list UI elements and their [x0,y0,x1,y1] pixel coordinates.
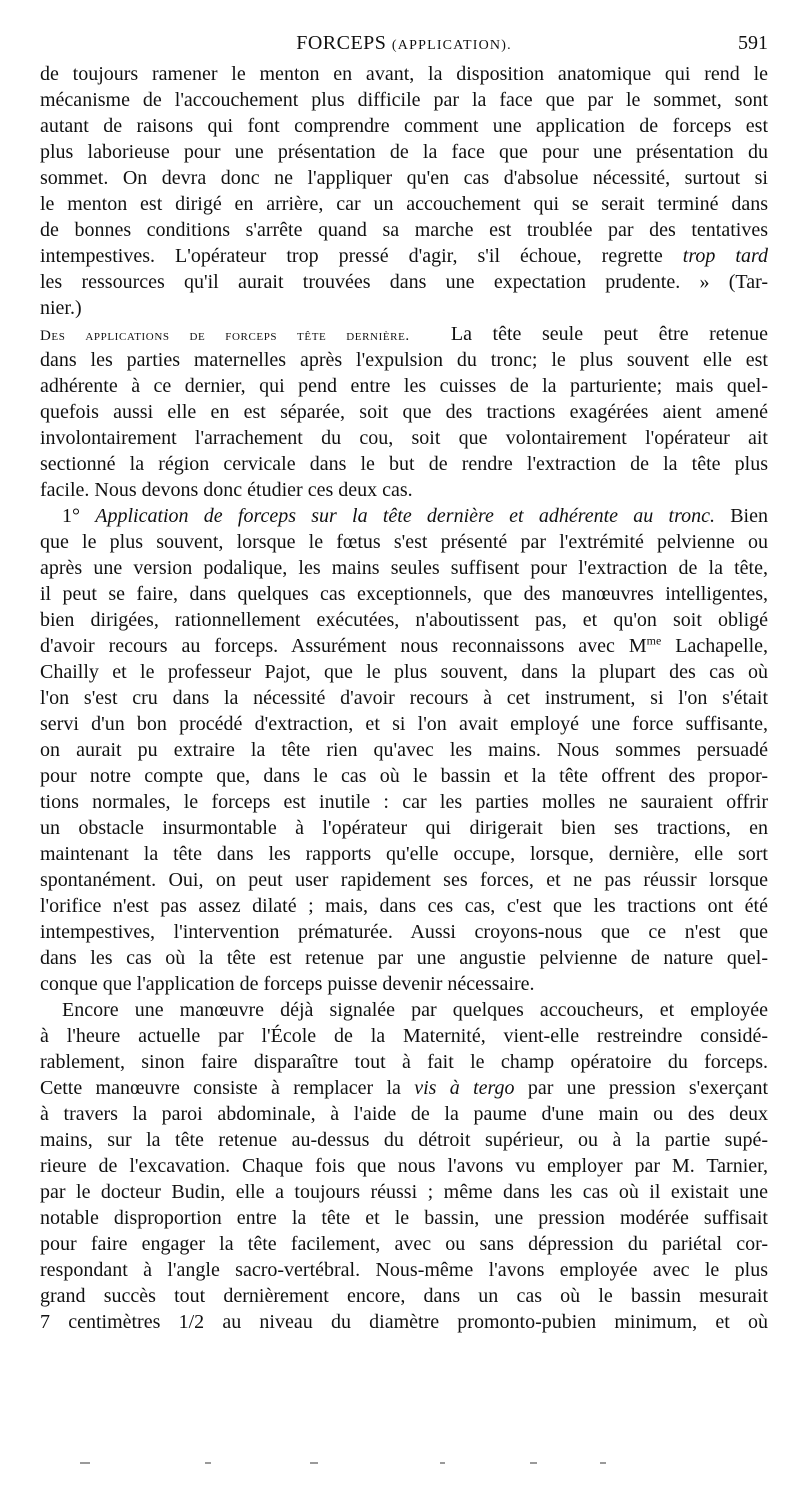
text-line: le menton est dirigé en arrière, car un accouchement qui se serait terminé dans [40,193,768,215]
page-number: 591 [738,32,768,54]
text-line: nier.) [40,297,82,319]
text-line: il peut se faire, dans quelques cas exceptionnels, que des manœuvres intelligentes, [40,583,768,605]
text-line [40,1075,768,1101]
text-line: Chailly et le professeur Pajot, que le plus souvent, dans la plupart des cas où [40,661,768,683]
running-title [40,30,768,59]
text-line [40,503,768,529]
text-line: que le plus souvent, lorsque le fœtus s'est présenté par l'extrémité pelvienne ou [40,531,768,553]
speck [310,1462,318,1464]
text-line: servi d'un bon procédé d'extraction, et si l'on avait employé une force suffisante, [40,713,768,735]
text-line: sommet. On devra donc ne l'appliquer qu'en cas d'absolue nécessité, surtout si [40,167,768,189]
text-line: rablement, sinon faire disparaître tout à fait le champ opératoire du forceps. [40,1051,768,1073]
text-line: dans les parties maternelles après l'expulsion du tronc; le plus souvent elle est [40,349,768,371]
text-fragment: d'avoir recours au forceps. Assurément nous reconnaissons avec M [40,635,647,657]
text-line: pour faire engager la tête facilement, avec ou sans dépression du pariétal cor- [40,1233,768,1255]
text-line: pour notre compte que, dans le cas où le bassin et la tête offrent des propor- [40,765,768,787]
text-line: à l'heure actuelle par l'École de la Maternité, vient-elle restreindre considé- [40,1025,768,1047]
text-line: adhérente à ce dernier, qui pend entre les cuisses de la parturiente; mais quel- [40,375,768,397]
text-fragment: par une pression s'exerçant [527,1077,769,1099]
text-line: par le docteur Budin, elle a toujours réussi ; même dans les cas où il existait une [40,1181,768,1203]
text-line: plus laborieuse pour une présentation de la face que pour une présentation du [40,141,768,163]
text-line: intempestives, l'intervention prématurée. Aussi croyons-nous que ce n'est que [40,921,768,943]
italic-phrase: trop tard [682,245,768,267]
text-line: après une version podalique, les mains seules suffisent pour l'extraction de la tête, [40,557,768,579]
text-line: on aurait pu extraire la tête rien qu'avec les mains. Nous sommes persuadé [40,739,768,761]
text-line: mécanisme de l'accouchement plus difficile par la face que par le sommet, sont [40,89,768,111]
text-line: grand succès tout dernièrement encore, dans un cas où le bassin mesurait [40,1285,768,1307]
text-line: 7 centimètres 1/2 au niveau du diamètre promonto-pubien minimum, et où [40,1311,768,1333]
text-line: quefois aussi elle en est séparée, soit que des tractions exagérées aient amené [40,401,768,423]
body-text [40,61,768,1335]
text-fragment: La tête seule peut être retenue [450,323,768,345]
text-line: spontanément. Oui, on peut user rapidement ses forces, et ne pas réussir lorsque [40,869,768,891]
text-line [40,633,768,659]
text-fragment: Cette manœuvre consiste à remplacer la [40,1077,401,1099]
text-line: conque que l'application de forceps puisse devenir nécessaire. [40,973,535,995]
text-line: involontairement l'arrachement du cou, soit que volontairement l'opérateur ait [40,427,768,449]
speck [205,1462,211,1464]
text-line: tions normales, le forceps est inutile : car les parties molles ne sauraient offrir [40,791,768,813]
text-fragment: Lachapelle, [661,635,769,657]
superscript: me [646,633,662,648]
text-line: Encore une manœuvre déjà signalée par quelques accoucheurs, et employée [62,999,768,1021]
text-line: notable disproportion entre la tête et le bassin, une pression modérée suffisait [40,1207,768,1229]
text-line: de toujours ramener le menton en avant, la disposition anatomique qui rend le [40,63,768,85]
text-line: de bonnes conditions s'arrête quand sa marche est troublée par des tentatives [40,219,768,241]
text-line: les ressources qu'il aurait trouvées dans une expectation prudente. » (Tar- [40,271,768,293]
text-line: respondant à l'angle sacro-vertébral. Nous-même l'avons employée avec le plus [40,1259,768,1281]
text-line: à travers la paroi abdominale, à l'aide de la paume d'une main ou des deux [40,1103,768,1125]
text-line: rieure de l'excavation. Chaque fois que nous l'avons vu employer par M. Tarnier, [40,1155,768,1177]
text-line: dans les cas où la tête est retenue par une angustie pelvienne de nature quel- [40,947,768,969]
text-line: l'on s'est cru dans la nécessité d'avoir recours à cet instrument, si l'on s'était [40,687,768,709]
speck [440,1462,445,1464]
text-line: l'orifice n'est pas assez dilaté ; mais, dans ces cas, c'est que les tractions ont été [40,895,768,917]
text-line [40,243,768,269]
running-header [40,30,768,56]
text-line: un obstacle insurmontable à l'opérateur qui dirigerait bien ses tractions, en [40,817,768,839]
text-line: facile. Nous devons donc étudier ces deux cas. [40,479,413,501]
text-fragment: Bien [730,505,768,527]
text-line: bien dirigées, rationnellement exécutées, n'aboutissent pas, et qu'on soit obligé [40,609,768,631]
running-title-sub: (APPLICATION). [391,38,512,53]
subsection-title: Application de forceps sur la tête dernière et adhérente au tronc. [95,505,715,527]
speck [600,1462,606,1464]
subsection-number: 1° [62,505,80,527]
speck [530,1462,537,1464]
italic-phrase: vis à tergo [414,1077,515,1099]
speck [80,1462,90,1464]
section-heading: Des applications de forceps tête dernière. [40,328,410,344]
text-line [40,321,768,347]
text-fragment: intempestives. L'opérateur trop pressé d'agir, s'il échoue, regrette [40,245,663,267]
scan-artifact-specks [60,1462,620,1468]
running-title-main: FORCEPS [296,32,387,54]
text-line: autant de raisons qui font comprendre comment une application de forceps est [40,115,768,137]
text-line: sectionné la région cervicale dans le but de rendre l'extraction de la tête plus [40,453,768,475]
text-line: maintenant la tête dans les rapports qu'elle occupe, lorsque, dernière, elle sort [40,843,768,865]
text-line: mains, sur la tête retenue au-dessus du détroit supérieur, ou à la partie supé- [40,1129,768,1151]
